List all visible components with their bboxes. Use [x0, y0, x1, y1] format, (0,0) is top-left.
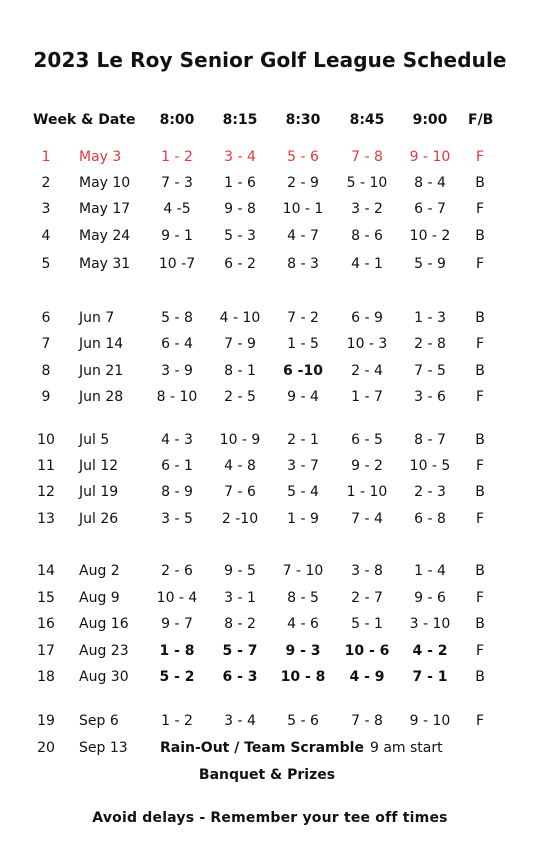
front-back-cell: B: [475, 175, 485, 191]
schedule-row: [0, 389, 540, 411]
week-date: May 24: [79, 228, 131, 244]
matchup-cell: 1 - 8: [159, 643, 195, 659]
matchup-cell: 10 - 5: [409, 458, 451, 474]
matchup-cell: 1 - 10: [346, 484, 388, 500]
front-back-cell: F: [475, 336, 485, 352]
week-number: 12: [37, 484, 55, 500]
matchup-cell: 3 - 5: [161, 511, 193, 527]
matchup-cell: 7 - 2: [287, 310, 319, 326]
rain-out-note: [160, 740, 443, 756]
week-date: Jun 7: [79, 310, 115, 326]
week-date: Jun 21: [79, 363, 124, 379]
schedule-row: [0, 563, 540, 585]
matchup-cell: 7 - 8: [351, 149, 383, 165]
front-back-cell: B: [475, 310, 485, 326]
matchup-cell: 4 - 8: [224, 458, 256, 474]
week-date: Jul 12: [79, 458, 119, 474]
matchup-cell: 9 - 8: [224, 201, 256, 217]
matchup-cell: 6 - 3: [222, 669, 258, 685]
matchup-cell: 5 - 8: [161, 310, 193, 326]
matchup-cell: 9 - 2: [351, 458, 383, 474]
footer-reminder: Avoid delays - Remember your tee off times: [92, 810, 448, 826]
scramble-event: Rain-Out / Team Scramble: [160, 740, 364, 756]
matchup-cell: 1 - 3: [414, 310, 446, 326]
week-number: 7: [41, 336, 51, 352]
matchup-cell: 3 - 4: [224, 713, 256, 729]
matchup-cell: 2 - 9: [287, 175, 319, 191]
matchup-cell: 8 - 4: [414, 175, 446, 191]
matchup-cell: 5 - 6: [287, 149, 319, 165]
schedule-row: [0, 511, 540, 533]
schedule-row: [0, 228, 540, 250]
week-date: May 17: [79, 201, 131, 217]
matchup-cell: 1 - 5: [287, 336, 319, 352]
matchup-cell: 5 - 3: [224, 228, 256, 244]
matchup-cell: 8 - 9: [161, 484, 193, 500]
front-back-cell: B: [475, 563, 485, 579]
matchup-cell: 6 - 7: [414, 201, 446, 217]
schedule-row: [0, 149, 540, 171]
matchup-cell: 7 - 6: [224, 484, 256, 500]
week-date: Sep 13: [79, 740, 128, 756]
matchup-cell: 3 - 7: [287, 458, 319, 474]
week-number: 9: [41, 389, 51, 405]
week-number: 16: [37, 616, 55, 632]
front-back-cell: F: [475, 590, 485, 606]
week-date: Jul 5: [79, 432, 110, 448]
front-back-cell: B: [475, 228, 485, 244]
matchup-cell: 1 - 2: [161, 149, 193, 165]
week-number: 11: [37, 458, 55, 474]
schedule-row: [0, 256, 540, 278]
schedule-row: [0, 363, 540, 385]
matchup-cell: 3 - 2: [351, 201, 383, 217]
front-back-cell: F: [475, 643, 485, 659]
matchup-cell: 10 - 1: [282, 201, 324, 217]
header-time-1: 8:00: [159, 112, 195, 128]
page-title: 2023 Le Roy Senior Golf League Schedule: [33, 48, 507, 72]
matchup-cell: 5 - 10: [346, 175, 388, 191]
week-number: 5: [41, 256, 51, 272]
matchup-cell: 10 - 3: [346, 336, 388, 352]
header-front-back: F/B: [468, 112, 494, 128]
header-time-4: 8:45: [349, 112, 385, 128]
matchup-cell: 10 - 6: [344, 643, 390, 659]
week-date: Jun 28: [79, 389, 124, 405]
matchup-cell: 3 - 8: [351, 563, 383, 579]
matchup-cell: 8 - 5: [287, 590, 319, 606]
matchup-cell: 6 - 8: [414, 511, 446, 527]
schedule-row: [0, 432, 540, 454]
matchup-cell: 5 - 4: [287, 484, 319, 500]
matchup-cell: 5 - 2: [159, 669, 195, 685]
matchup-cell: 10 - 2: [409, 228, 451, 244]
matchup-cell: 8 - 2: [224, 616, 256, 632]
front-back-cell: B: [475, 484, 485, 500]
matchup-cell: 2 - 7: [351, 590, 383, 606]
matchup-cell: 7 - 4: [351, 511, 383, 527]
schedule-row: [0, 590, 540, 612]
matchup-cell: 3 - 4: [224, 149, 256, 165]
week-date: Jun 14: [79, 336, 124, 352]
matchup-cell: 4 - 7: [287, 228, 319, 244]
matchup-cell: 8 - 1: [224, 363, 256, 379]
schedule-row: [0, 458, 540, 480]
matchup-cell: 9 - 10: [409, 713, 451, 729]
week-number: 8: [41, 363, 51, 379]
week-number: 15: [37, 590, 55, 606]
matchup-cell: 7 - 3: [161, 175, 193, 191]
start-time-note: 9 am start: [369, 740, 443, 756]
front-back-cell: F: [475, 511, 485, 527]
matchup-cell: 10 - 4: [156, 590, 198, 606]
week-number: 18: [37, 669, 55, 685]
matchup-cell: 7 - 8: [351, 713, 383, 729]
matchup-cell: 6 - 5: [351, 432, 383, 448]
week-number: 10: [37, 432, 55, 448]
matchup-cell: 2 - 6: [161, 563, 193, 579]
front-back-cell: F: [475, 201, 485, 217]
matchup-cell: 1 - 2: [161, 713, 193, 729]
week-number: 3: [41, 201, 51, 217]
front-back-cell: F: [475, 256, 485, 272]
matchup-cell: 10 - 8: [280, 669, 326, 685]
matchup-cell: 6 - 4: [161, 336, 193, 352]
matchup-cell: 2 - 4: [351, 363, 383, 379]
week-date: Jul 26: [79, 511, 119, 527]
matchup-cell: 1 - 4: [414, 563, 446, 579]
week-date: May 3: [79, 149, 122, 165]
matchup-cell: 8 - 6: [351, 228, 383, 244]
matchup-cell: 6 -10: [283, 363, 323, 379]
week-date: Aug 2: [79, 563, 120, 579]
matchup-cell: 9 - 6: [414, 590, 446, 606]
matchup-cell: 4 -5: [163, 201, 191, 217]
matchup-cell: 7 - 5: [414, 363, 446, 379]
matchup-cell: 8 - 3: [287, 256, 319, 272]
matchup-cell: 3 - 9: [161, 363, 193, 379]
matchup-cell: 5 - 9: [414, 256, 446, 272]
schedule-row: [0, 643, 540, 665]
week-number: 19: [37, 713, 55, 729]
schedule-row-final: [0, 740, 540, 762]
matchup-cell: 4 - 3: [161, 432, 193, 448]
matchup-cell: 5 - 1: [351, 616, 383, 632]
matchup-cell: 7 - 9: [224, 336, 256, 352]
matchup-cell: 4 - 2: [412, 643, 448, 659]
week-date: May 31: [79, 256, 131, 272]
matchup-cell: 8 - 7: [414, 432, 446, 448]
matchup-cell: 9 - 4: [287, 389, 319, 405]
front-back-cell: B: [475, 669, 485, 685]
schedule-header: [0, 112, 540, 134]
schedule-row: [0, 484, 540, 506]
matchup-cell: 7 - 1: [412, 669, 448, 685]
matchup-cell: 4 - 9: [349, 669, 385, 685]
matchup-cell: 5 - 6: [287, 713, 319, 729]
matchup-cell: 2 - 5: [224, 389, 256, 405]
schedule-row: [0, 616, 540, 638]
week-number: 13: [37, 511, 55, 527]
week-date: Aug 16: [79, 616, 129, 632]
schedule-row: [0, 201, 540, 223]
matchup-cell: 2 -10: [221, 511, 259, 527]
matchup-cell: 1 - 7: [351, 389, 383, 405]
week-date: Jul 19: [79, 484, 119, 500]
matchup-cell: 9 - 7: [161, 616, 193, 632]
week-number: 20: [37, 740, 55, 756]
matchup-cell: 2 - 8: [414, 336, 446, 352]
matchup-cell: 9 - 3: [285, 643, 321, 659]
front-back-cell: F: [475, 149, 485, 165]
schedule-row: [0, 669, 540, 691]
matchup-cell: 4 - 1: [351, 256, 383, 272]
week-number: 1: [41, 149, 51, 165]
matchup-cell: 5 - 7: [222, 643, 258, 659]
front-back-cell: F: [475, 458, 485, 474]
matchup-cell: 9 - 10: [409, 149, 451, 165]
matchup-cell: 6 - 1: [161, 458, 193, 474]
week-number: 2: [41, 175, 51, 191]
front-back-cell: B: [475, 432, 485, 448]
week-date: Aug 30: [79, 669, 129, 685]
matchup-cell: 4 - 10: [219, 310, 261, 326]
front-back-cell: F: [475, 389, 485, 405]
schedule-row: [0, 175, 540, 197]
banquet-note: [0, 767, 540, 783]
front-back-cell: B: [475, 616, 485, 632]
week-date: Sep 6: [79, 713, 119, 729]
matchup-cell: 9 - 1: [161, 228, 193, 244]
matchup-cell: 2 - 1: [287, 432, 319, 448]
front-back-cell: F: [475, 713, 485, 729]
matchup-cell: 3 - 1: [224, 590, 256, 606]
week-number: 17: [37, 643, 55, 659]
matchup-cell: 1 - 6: [224, 175, 256, 191]
schedule-row: [0, 336, 540, 358]
week-number: 14: [37, 563, 55, 579]
matchup-cell: 10 - 9: [219, 432, 261, 448]
front-back-cell: B: [475, 363, 485, 379]
matchup-cell: 3 - 10: [409, 616, 451, 632]
matchup-cell: 8 - 10: [156, 389, 198, 405]
matchup-cell: 6 - 2: [224, 256, 256, 272]
week-date: May 10: [79, 175, 131, 191]
matchup-cell: 1 - 9: [287, 511, 319, 527]
week-number: 4: [41, 228, 51, 244]
matchup-cell: 4 - 6: [287, 616, 319, 632]
matchup-cell: 10 -7: [158, 256, 196, 272]
header-time-5: 9:00: [412, 112, 448, 128]
schedule-row: [0, 713, 540, 735]
week-date: Aug 23: [79, 643, 129, 659]
week-number: 6: [41, 310, 51, 326]
matchup-cell: 7 - 10: [282, 563, 324, 579]
header-time-3: 8:30: [285, 112, 321, 128]
banquet-text: Banquet & Prizes: [198, 767, 336, 783]
matchup-cell: 2 - 3: [414, 484, 446, 500]
matchup-cell: 3 - 6: [414, 389, 446, 405]
matchup-cell: 6 - 9: [351, 310, 383, 326]
matchup-cell: 9 - 5: [224, 563, 256, 579]
header-week-date: Week & Date: [33, 112, 136, 128]
week-date: Aug 9: [79, 590, 120, 606]
header-time-2: 8:15: [222, 112, 258, 128]
schedule-row: [0, 310, 540, 332]
